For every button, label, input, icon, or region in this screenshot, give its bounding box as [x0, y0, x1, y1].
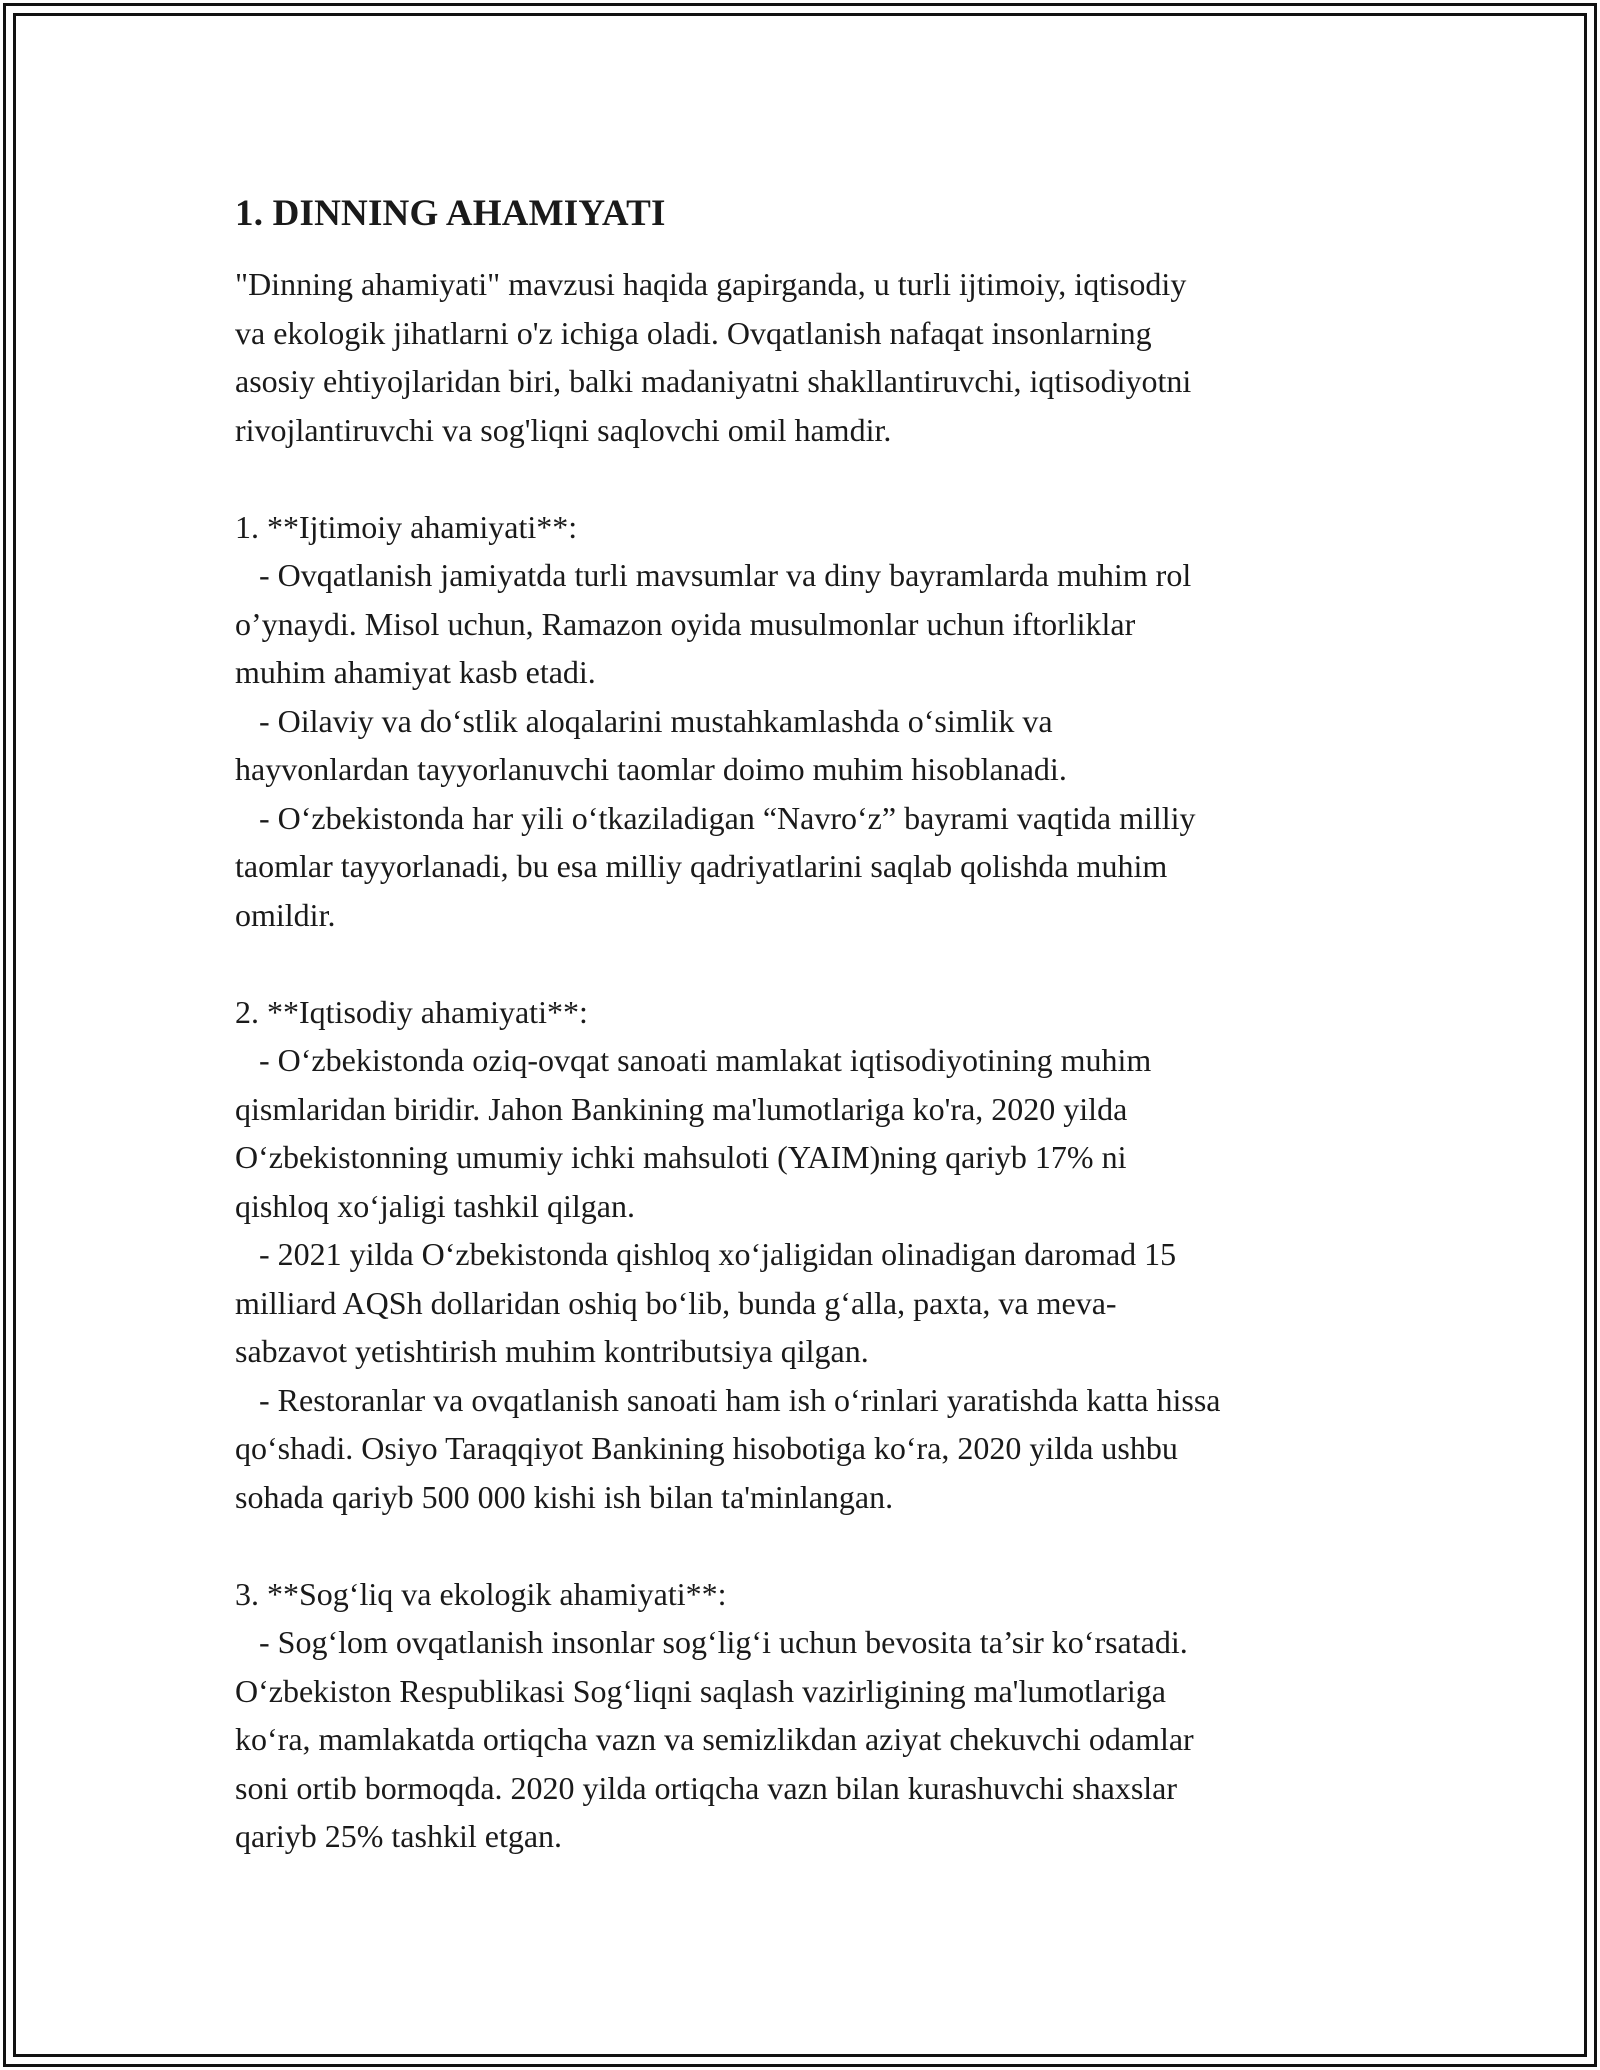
list-item: - O‘zbekistonda oziq-ovqat sanoati mamlakat iqtisodiyotining muhim qismlaridan biridir. Jahon Bankining ma'lumotlariga ko'ra, 2020 yilda O‘zbekistonning umumiy ichki mahsuloti (YAIM)ning qariyb 17% ni qishloq xo‘jaligi tashkil qilgan. — [235, 1042, 1152, 1224]
section-heading: 1. **Ijtimoiy ahamiyati**: — [235, 508, 578, 545]
spacer — [235, 1521, 1375, 1570]
section-heading: 2. **Iqtisodiy ahamiyati**: — [235, 993, 588, 1030]
list-item: - Sog‘lom ovqatlanish insonlar sog‘lig‘i uchun bevosita ta’sir ko‘rsatadi. O‘zbekiston Respublikasi Sog‘liqni saqlash vazirligining ma'lumotlariga ko‘ra, mamlakatda ortiqcha vazn va semizlikdan aziyat chekuvchi odamlar soni ortib bormoqda. 2020 yilda ortiqcha vazn bilan kurashuvchi shaxslar qariyb 25% tashkil etgan. — [235, 1624, 1194, 1854]
list-item: - 2021 yilda O‘zbekistonda qishloq xo‘jaligidan olinadigan daromad 15 milliard AQSh dollaridan oshiq bo‘lib, bunda g‘alla, paxta, va meva- sabzavot yetishtirish muhim kontributsiya qilgan. — [235, 1236, 1177, 1369]
spacer — [235, 939, 1375, 988]
intro-paragraph: "Dinning ahamiyati" mavzusi haqida gapirganda, u turli ijtimoiy, iqtisodiy va ekologik jihatlarni o'z ichiga oladi. Ovqatlanish nafaqat insonlarning asosiy ehtiyojlaridan biri, balki madaniyatni shakllantiruvchi, iqtisodiyotni rivojlantiruvchi va sog'liqni saqlovchi omil hamdir. — [235, 266, 1192, 448]
spacer — [235, 454, 1375, 503]
list-item: - Restoranlar va ovqatlanish sanoati ham ish o‘rinlari yaratishda katta hissa qo‘shadi. Osiyo Taraqqiyot Bankining hisobotiga ko‘ra, 2020 yilda ushbu sohada qariyb 500 000 kishi ish bilan ta'minlangan. — [235, 1381, 1221, 1515]
section-heading: 3. **Sog‘liq va ekologik ahamiyati**: — [235, 1575, 727, 1612]
document-body — [235, 182, 1375, 1861]
list-item: - Oilaviy va do‘stlik aloqalarini mustahkamlashda o‘simlik va hayvonlardan tayyorlanuvchi taomlar doimo muhim hisoblanadi. — [235, 702, 1067, 787]
section-health-ecology — [235, 1570, 1375, 1861]
section-social — [235, 503, 1375, 940]
section-economic — [235, 988, 1375, 1522]
list-item: - O‘zbekistonda har yili o‘tkaziladigan “Navro‘z” bayrami vaqtida milliy taomlar tayyorlanadi, bu esa milliy qadriyatlarini saqlab qolishda muhim omildir. — [235, 799, 1196, 933]
page-title: 1. DINNING AHAMIYATI — [235, 193, 666, 234]
list-item: - Ovqatlanish jamiyatda turli mavsumlar va diny bayramlarda muhim rol o’ynaydi. Misol uchun, Ramazon oyida musulmonlar uchun iftorliklar muhim ahamiyat kasb etadi. — [235, 557, 1192, 690]
